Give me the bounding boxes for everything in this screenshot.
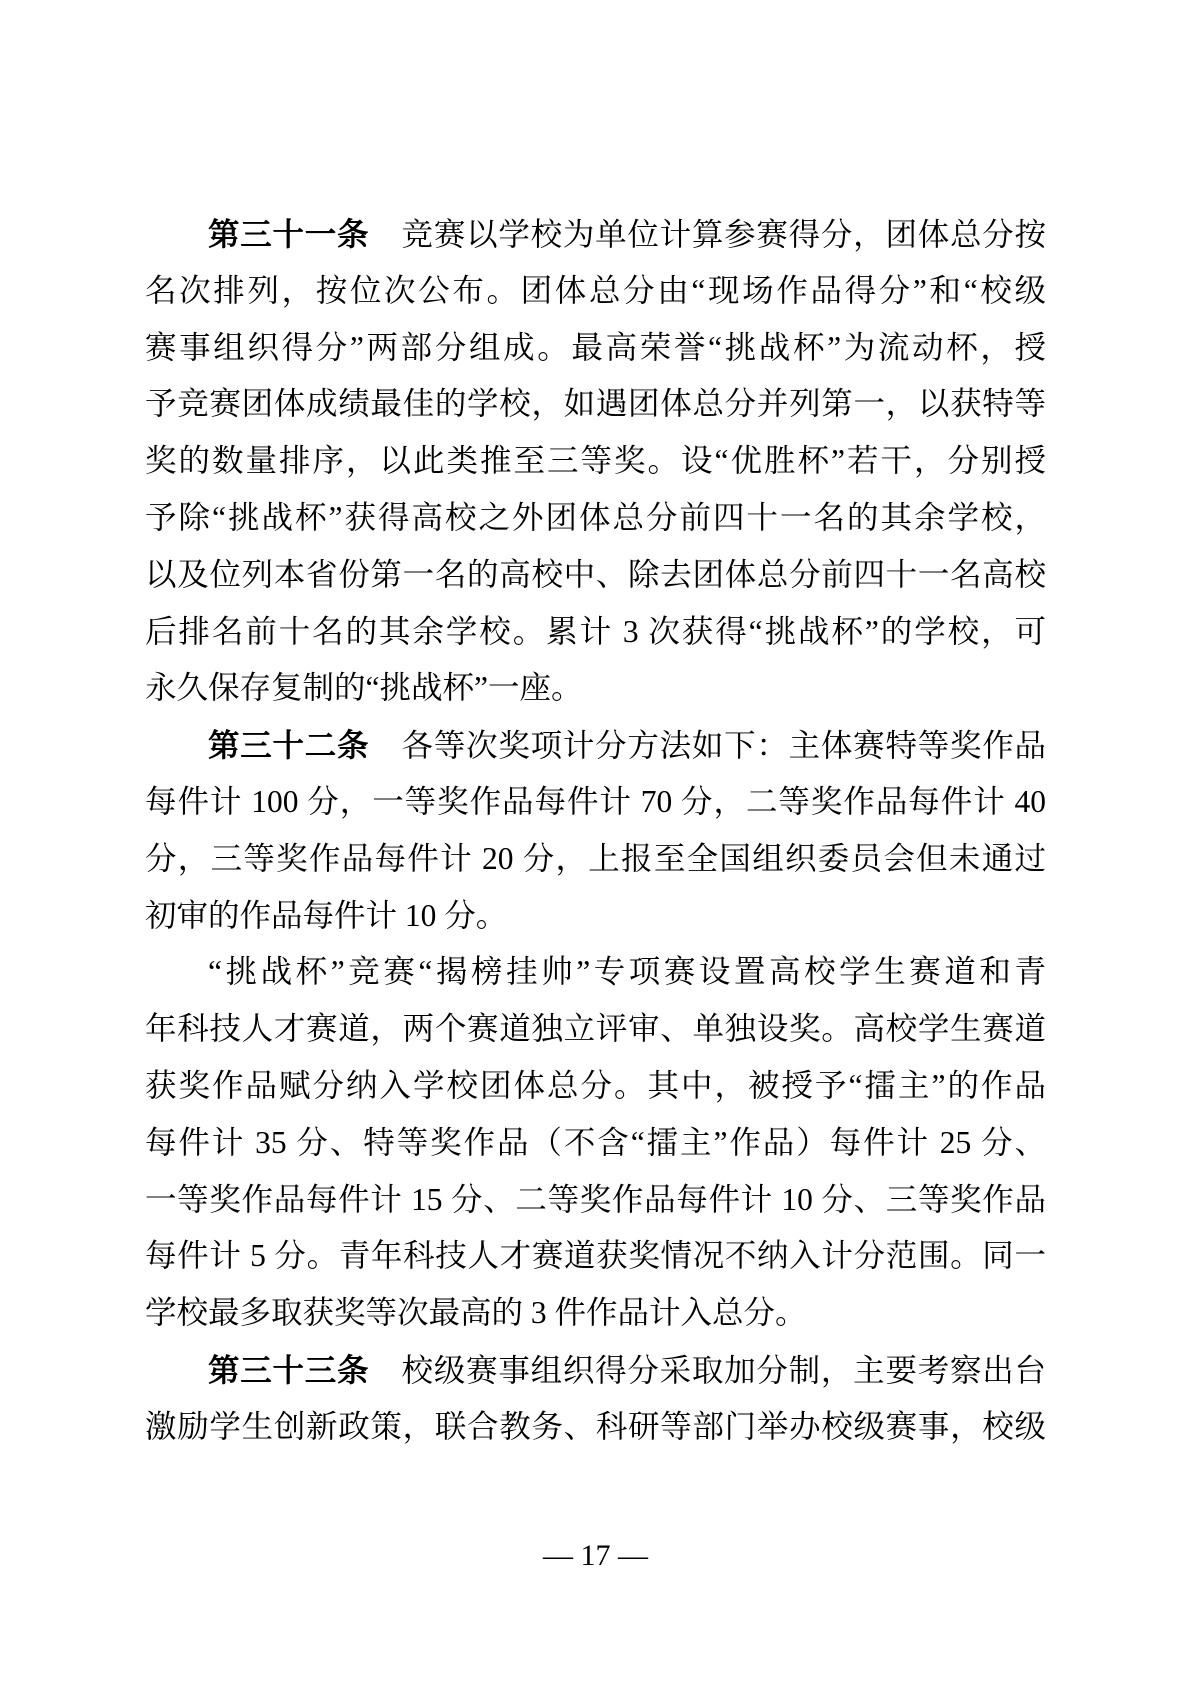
text-line	[145, 717, 1046, 774]
text-run: 获奖作品赋分纳入学校团体总分。其中，被授予“擂主”的作品	[145, 1067, 1046, 1103]
text-line	[145, 888, 1046, 945]
text-run: 赛事组织得分”两部分组成。最高荣誉“挑战杯”为流动杯，授	[145, 329, 1046, 365]
text-line	[145, 1001, 1046, 1058]
text-run: 初审的作品每件计 10 分。	[145, 897, 508, 933]
text-line	[145, 1228, 1046, 1285]
text-run: 予竞赛团体成绩最佳的学校，如遇团体总分并列第一，以获特等	[145, 386, 1046, 422]
page-footer	[0, 1536, 1191, 1576]
article-number-heading: 第三十三条	[208, 1351, 370, 1388]
text-run: 校级赛事组织得分采取加分制，主要考察出台	[369, 1352, 1046, 1388]
text-line	[145, 831, 1046, 888]
text-run: 后排名前十名的其余学校。累计 3 次获得“挑战杯”的学校，可	[145, 613, 1046, 649]
text-line	[145, 490, 1046, 547]
text-line	[145, 547, 1046, 604]
document-body	[145, 206, 1046, 1456]
text-run: 永久保存复制的“挑战杯”一座。	[145, 670, 583, 706]
text-line	[145, 263, 1046, 320]
text-line	[145, 206, 1046, 263]
text-run: 学校最多取获奖等次最高的 3 件作品计入总分。	[145, 1295, 807, 1331]
text-run: 每件计 100 分，一等奖作品每件计 70 分，二等奖作品每件计 40	[145, 783, 1046, 819]
text-line	[145, 1058, 1046, 1115]
text-line	[145, 1172, 1046, 1229]
text-run: “挑战杯”竞赛“揭榜挂帅”专项赛设置高校学生赛道和青	[208, 954, 1046, 990]
text-run: 竞赛以学校为单位计算参赛得分，团体总分按	[369, 217, 1046, 252]
text-line	[145, 1285, 1046, 1342]
text-run: 一等奖作品每件计 15 分、二等奖作品每件计 10 分、三等奖作品	[145, 1181, 1046, 1217]
text-run: 以及位列本省份第一名的高校中、除去团体总分前四十一名高校	[145, 556, 1046, 592]
article-number-heading: 第三十一条	[208, 216, 370, 252]
text-line	[145, 1399, 1046, 1456]
text-line	[145, 1115, 1046, 1172]
text-run: 激励学生创新政策，联合教务、科研等部门举办校级赛事，校级	[145, 1408, 1046, 1444]
text-run: 名次排列，按位次公布。团体总分由“现场作品得分”和“校级	[145, 272, 1046, 308]
text-run: 分，三等奖作品每件计 20 分，上报至全国组织委员会但未通过	[145, 840, 1046, 876]
text-run: 每件计 5 分。青年科技人才赛道获奖情况不纳入计分范围。同一	[145, 1238, 1046, 1274]
text-line	[145, 1342, 1046, 1399]
text-run: 奖的数量排序，以此类推至三等奖。设“优胜杯”若干，分别授	[145, 443, 1046, 479]
text-line	[145, 660, 1046, 717]
text-line	[145, 604, 1046, 661]
text-line	[145, 774, 1046, 831]
text-run: 予除“挑战杯”获得高校之外团体总分前四十一名的其余学校，	[145, 499, 1046, 535]
text-line	[145, 433, 1046, 490]
text-run: 年科技人才赛道，两个赛道独立评审、单独设奖。高校学生赛道	[145, 1011, 1046, 1047]
text-line	[145, 944, 1046, 1001]
text-line	[145, 376, 1046, 433]
text-line	[145, 320, 1046, 377]
text-run: 每件计 35 分、特等奖作品（不含“擂主”作品）每件计 25 分、	[145, 1124, 1046, 1160]
text-run: 各等次奖项计分方法如下：主体赛特等奖作品	[369, 728, 1046, 764]
article-number-heading: 第三十二条	[208, 727, 370, 764]
page-number: — 17 —	[543, 1539, 648, 1572]
